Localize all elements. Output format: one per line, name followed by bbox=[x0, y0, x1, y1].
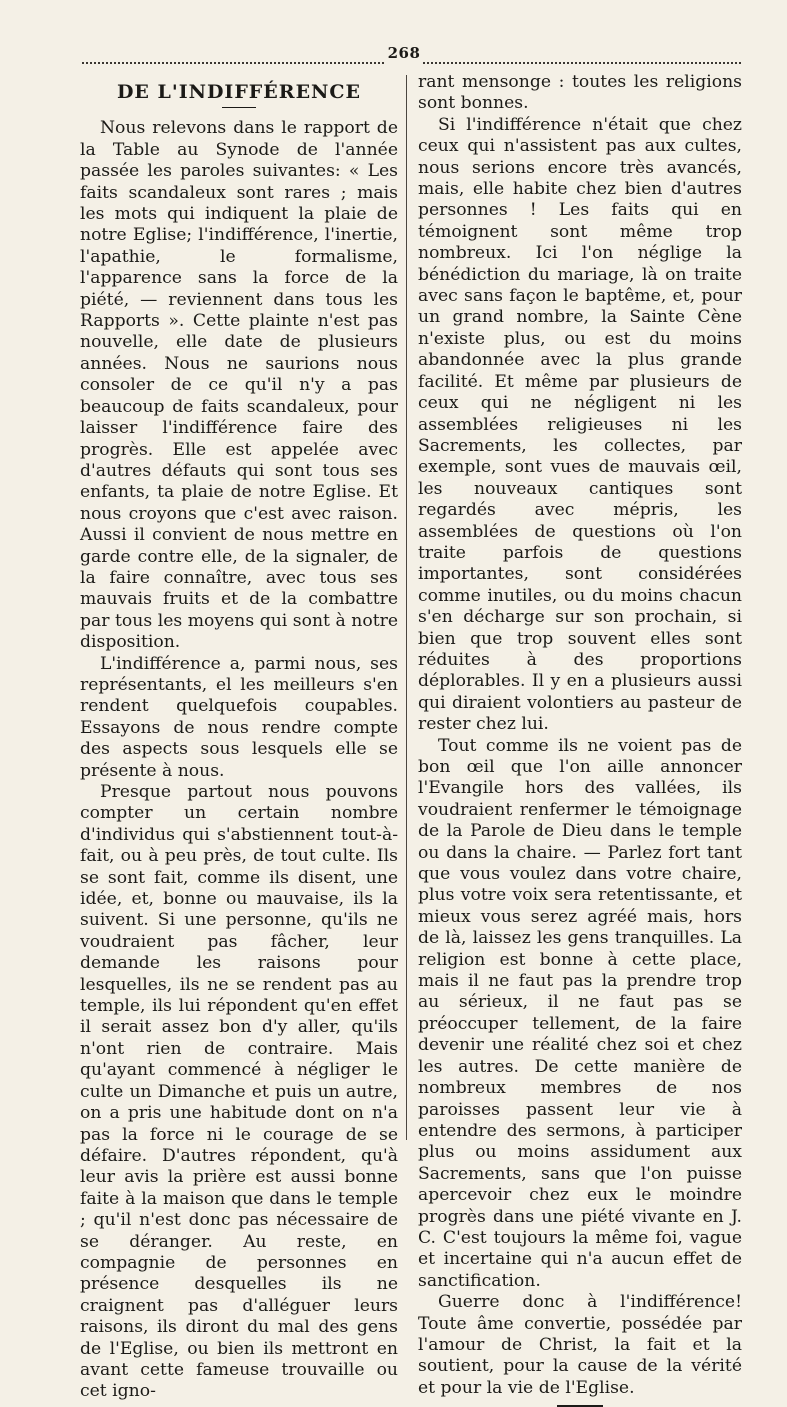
left-column bbox=[80, 72, 398, 1403]
header-rule-right bbox=[423, 56, 741, 64]
paragraph: Guerre donc à l'indifférence! Toute âme convertie, possédée par l'amour de Christ, la fait et la soutient, pour la cause de la vérité et pour la vie de l'Eglise. bbox=[418, 1292, 742, 1398]
title-rule bbox=[222, 107, 256, 108]
paragraph: Presque partout nous pouvons compter un certain nombre d'individus qui s'abstiennent tout-à-fait, ou à peu près, de tout culte. Ils se sont fait, comme ils disent, une idée, et, bonne ou mauvaise, ils la suivent. Si une personne, qu'ils ne voudraient pas fâcher, leur demande les raisons pour lesquelles, ils ne se rendent pas au temple, ils lui répondent qu'en effet il serait assez bon d'y aller, qu'ils n'ont rien de contraire. Mais qu'ayant commencé à négliger le culte un Dimanche et puis un autre, on a pris une habitude dont on n'a pas la force ni le courage de se défaire. D'autres répondent, qu'à leur avis la prière est aussi bonne faite à la maison que dans le temple ; qu'il n'est donc pas nécessaire de se déranger. Au reste, en compagnie de personnes en présence desquelles ils ne craignent pas d'alléguer leurs raisons, ils diront du mal des gens de l'Eglise, ou bien ils mettront en avant cette fameuse trouvaille ou cet igno- bbox=[80, 782, 398, 1402]
paragraph: L'indifférence a, parmi nous, ses représentants, el les meilleurs s'en rendent quelquefois coupables. Essayons de nous rendre compte des aspects sous lesquels elle se présente à nous. bbox=[80, 653, 398, 781]
article-title: DE L'INDIFFÉRENCE bbox=[116, 81, 362, 103]
paragraph: Si l'indifférence n'était que chez ceux qui n'assistent pas aux cultes, nous serions encore très avancés, mais, elle habite chez bien d'autres personnes ! Les faits qui en témoignent sont même trop nombreux. Ici l'on néglige la bénédiction du mariage, là on traite avec sans façon le baptême, et, pour un grand nombre, la Sainte Cène n'existe plus, ou est du moins abandonnée avec la plus grande facilité. Et même par plusieurs de ceux qui ne négligent ni les assemblées religieuses ni les Sacrements, les collectes, par exemple, sont vues de mauvais œil, les nouveaux cantiques sont regardés avec mépris, les assemblées de questions où l'on traite parfois de questions importantes, sont considérées comme inutiles, ou du moins chacun s'en décharge sur son prochain, si bien que trop souvent elles sont réduites à des proportions déplorables. Il y en a plusieurs aussi qui diraient volontiers au pasteur de rester chez lui. bbox=[418, 114, 742, 735]
paragraph: Nous relevons dans le rapport de la Table au Synode de l'année passée les paroles suivantes: « Les faits scandaleux sont rares ; mais les mots qui indiquent la plaie de notre Eglise; l'indifférence, l'inertie, l'apathie, le formalisme, l'apparence sans la force de la piété, — reviennent dans tous les Rapports ». Cette plainte n'est pas nouvelle, elle date de plusieurs années. Nous ne saurions nous consoler de ce qu'il n'y a pas beaucoup de faits scandaleux, pour laisser l'indifférence faire des progrès. Elle est appelée avec d'autres défauts qui sont tous ses enfants, ta plaie de notre Eglise. Et nous croyons que c'est avec raison. Aussi il convient de nous mettre en garde contre elle, de la signaler, de la faire connaître, avec tous ses mauvais fruits et de la combattre par tous les moyens qui sont à notre disposition. bbox=[80, 118, 398, 653]
paragraph-continuation: rant mensonge : toutes les religions sont bonnes. bbox=[418, 72, 742, 114]
paragraph: Tout comme ils ne voient pas de bon œil que l'on aille annoncer l'Evangile hors des vallées, ils voudraient renfermer le témoignage de la Parole de Dieu dans le temple ou dans la chaire. — Parlez fort tant que vous voulez dans votre chaire, plus votre voix sera retentissante, et mieux vous serez agréé mais, hors de là, laissez les gens tranquilles. La religion est bonne à cette place, mais il ne faut pas la prendre trop au sérieux, il ne faut pas se préoccuper tellement, de la faire devenir une réalité chez soi et chez les autres. De cette manière de nombreux membres de nos paroisses passent leur vie à entendre des sermons, à participer plus ou moins assidument aux Sacrements, sans que l'on puisse apercevoir chez eux le moindre progrès dans une piété vivante en J. C. C'est toujours la même foi, vague et incertaine qui n'a aucun effet de sanctification. bbox=[418, 735, 742, 1291]
column-divider bbox=[406, 75, 407, 1140]
page-number: 268 bbox=[387, 44, 421, 62]
header-rule-left bbox=[82, 56, 384, 64]
